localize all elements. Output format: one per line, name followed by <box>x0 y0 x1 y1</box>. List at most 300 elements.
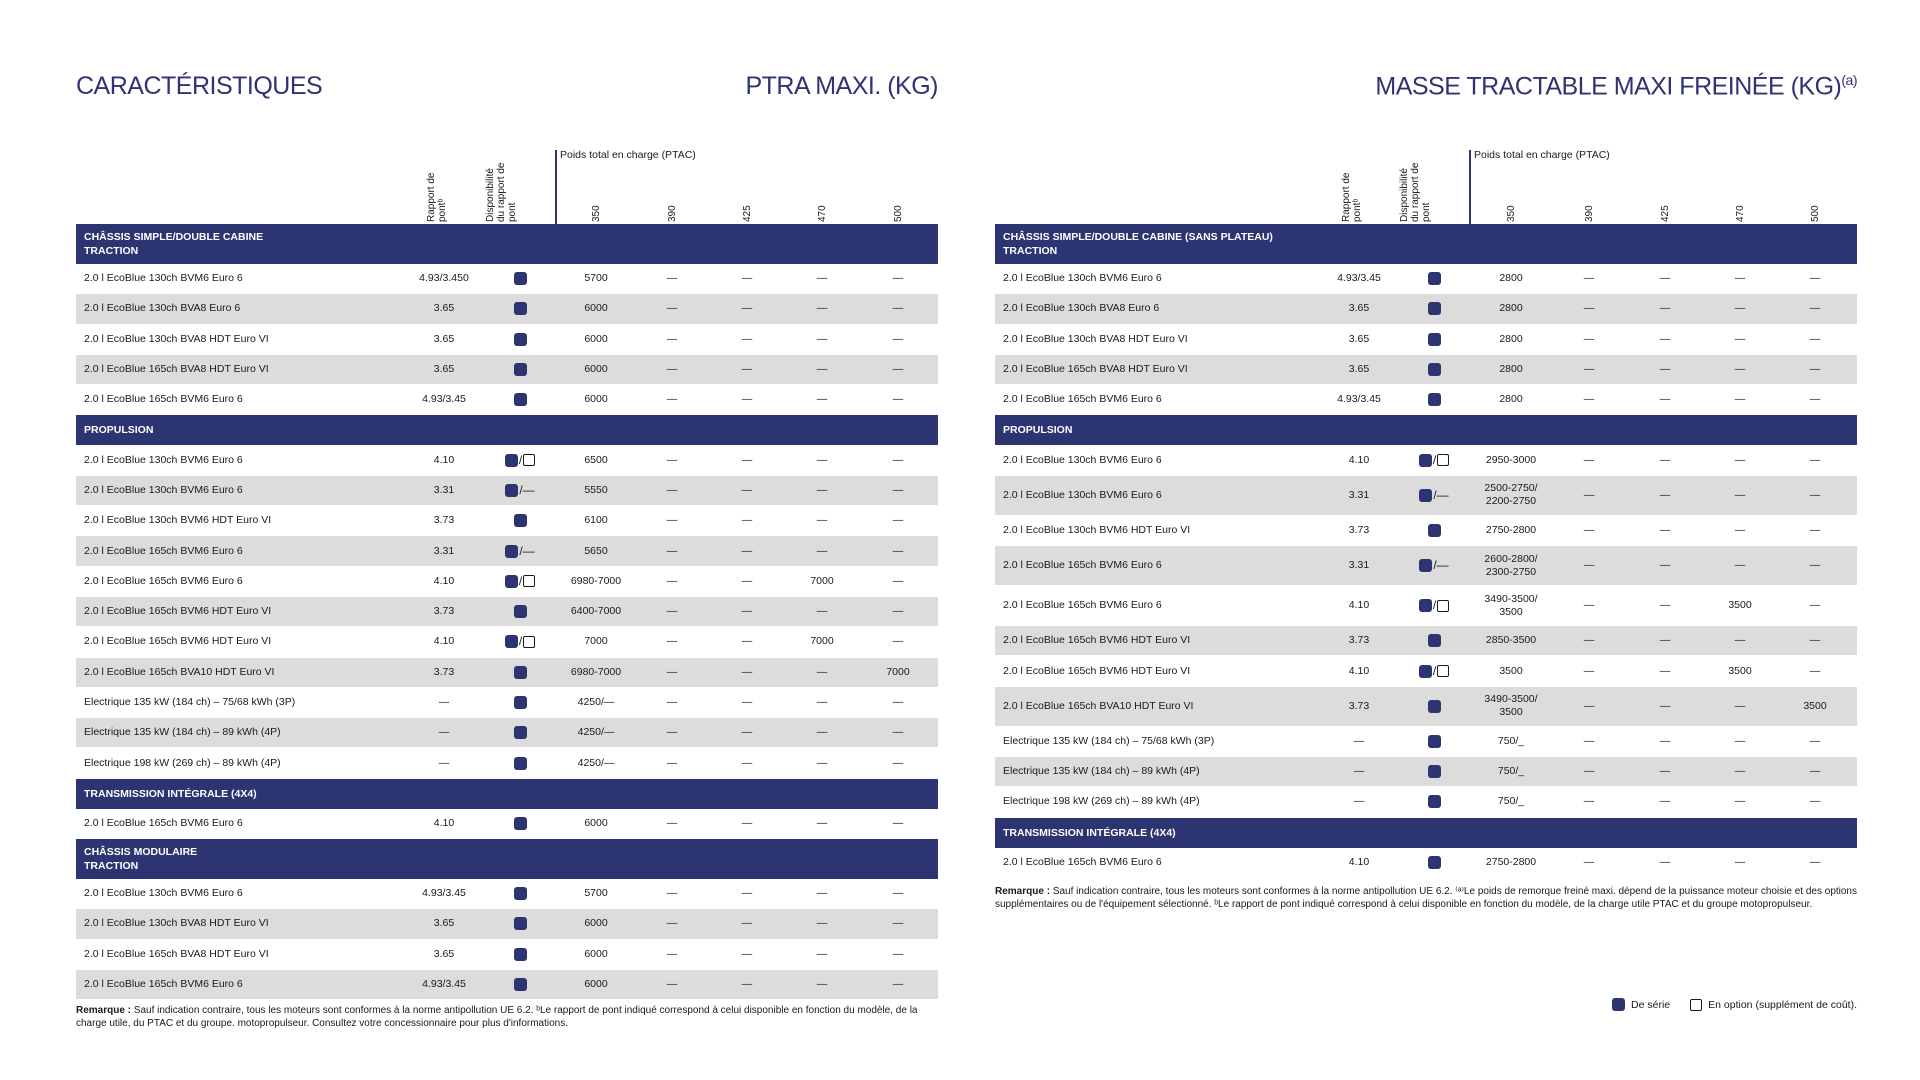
engine-name: 2.0 l EcoBlue 165ch BVA8 HDT Euro VI <box>84 363 269 376</box>
weight-value: 7000 <box>584 635 608 648</box>
weight-value: — <box>741 887 753 900</box>
ptra-table <box>76 224 938 1000</box>
weight-value: 2950-3000 <box>1485 453 1537 466</box>
rapport-value: 3.65 <box>1348 363 1370 376</box>
weight-value: — <box>816 393 828 406</box>
rapport-value: 3.65 <box>1348 332 1370 345</box>
weight-value: — <box>892 302 904 315</box>
weight-value: — <box>892 393 904 406</box>
rapport-value: 3.73 <box>1348 523 1370 536</box>
weight-value: 2800 <box>1499 332 1523 345</box>
table-row <box>76 355 938 385</box>
weight-value: — <box>1734 523 1746 536</box>
filled-square-icon <box>514 393 527 406</box>
table-row <box>76 748 938 778</box>
availability <box>490 909 550 938</box>
filled-square-icon <box>1428 302 1441 315</box>
availability-icons <box>505 454 535 467</box>
table-row <box>76 909 938 939</box>
availability-icons <box>514 514 527 527</box>
rapport-value: 4.10 <box>1348 599 1370 612</box>
engine-name: 2.0 l EcoBlue 130ch BVM6 Euro 6 <box>1003 272 1162 285</box>
rapport-value: 4.10 <box>1348 453 1370 466</box>
col-header-dispo-text: Disponibilité du rapport de pont <box>485 162 518 222</box>
col-header-weight-text: 470 <box>817 205 828 222</box>
engine-name: 2.0 l EcoBlue 130ch BVM6 Euro 6 <box>1003 453 1162 466</box>
engine-name: 2.0 l EcoBlue 130ch BVA8 Euro 6 <box>84 302 241 315</box>
weight-value: 4250/— <box>577 726 615 739</box>
availability <box>1404 757 1464 786</box>
engine-name: Electrique 135 kW (184 ch) – 75/68 kWh (3P) <box>84 696 296 708</box>
filled-square-icon <box>514 696 527 709</box>
filled-square-icon <box>514 948 527 961</box>
engine-name: 2.0 l EcoBlue 130ch BVM6 Euro 6 <box>84 272 243 285</box>
weight-value: — <box>892 947 904 960</box>
rapport-value: — <box>438 726 450 739</box>
filled-square-icon <box>505 635 518 648</box>
weight-value: 6000 <box>584 363 608 376</box>
engine-name: 2.0 l EcoBlue 165ch BVM6 Euro 6 <box>84 816 243 829</box>
weight-value: — <box>741 363 753 376</box>
weight-value: — <box>666 544 678 557</box>
weight-value: 4250/— <box>577 696 615 708</box>
availability-icons <box>505 635 535 648</box>
availability <box>490 940 550 969</box>
filled-square-icon <box>1419 599 1432 612</box>
engine-name: 2.0 l EcoBlue 130ch BVM6 Euro 6 <box>1003 488 1162 501</box>
availability <box>1404 264 1464 293</box>
table-row <box>995 546 1857 586</box>
filled-square-icon <box>1428 856 1441 869</box>
table-row <box>995 355 1857 385</box>
availability <box>1404 476 1464 515</box>
weight-value: — <box>741 302 753 315</box>
weight-value: — <box>1659 523 1671 536</box>
weight-value: — <box>1659 272 1671 285</box>
weight-value: — <box>1734 272 1746 285</box>
availability-icons <box>1428 302 1441 315</box>
availability-icons <box>1428 272 1441 285</box>
availability <box>490 597 550 626</box>
rapport-value: 4.93/3.45 <box>422 393 466 406</box>
ptac-label: Poids total en charge (PTAC) <box>560 149 696 161</box>
weight-value: — <box>741 978 753 991</box>
weight-value: — <box>892 332 904 345</box>
filled-square-icon <box>1428 795 1441 808</box>
weight-value: — <box>892 696 904 708</box>
availability <box>1404 516 1464 545</box>
availability-icons <box>1428 795 1441 808</box>
weight-value: — <box>741 544 753 557</box>
rapport-value: — <box>1353 765 1365 778</box>
availability <box>490 294 550 323</box>
weight-value: — <box>816 947 828 960</box>
weight-value: — <box>1809 302 1821 315</box>
col-header-rapport-text: Rapport de pontᵇ <box>1341 172 1363 222</box>
weight-value: — <box>741 453 753 466</box>
section-title: TRANSMISSION INTÉGRALE (4X4) <box>84 787 257 800</box>
engine-name: 2.0 l EcoBlue 165ch BVA10 HDT Euro VI <box>1003 699 1194 712</box>
weight-value: — <box>892 272 904 285</box>
availability <box>1404 586 1464 625</box>
remark-label: Remarque : <box>995 886 1051 897</box>
filled-square-icon <box>514 817 527 830</box>
table-row <box>995 476 1857 516</box>
weight-value: 7000 <box>886 665 910 678</box>
engine-name: 2.0 l EcoBlue 165ch BVA8 HDT Euro VI <box>84 947 269 960</box>
weight-value: — <box>741 574 753 587</box>
weight-value: — <box>666 332 678 345</box>
weight-value: — <box>892 574 904 587</box>
availability-icons <box>505 545 534 558</box>
weight-value: — <box>1734 302 1746 315</box>
weight-value: 2600-2800/ 2300-2750 <box>1484 552 1538 578</box>
availability <box>490 385 550 414</box>
col-header-weight-text: 350 <box>1506 205 1517 222</box>
slash-separator: /— <box>519 543 535 558</box>
table-row <box>995 445 1857 475</box>
weight-value: — <box>892 514 904 527</box>
filled-square-icon <box>514 887 527 900</box>
table-row <box>76 718 938 748</box>
weight-value: — <box>816 483 828 496</box>
weight-value: — <box>892 483 904 496</box>
remark <box>76 1004 938 1030</box>
availability <box>490 567 550 596</box>
weight-value: — <box>1809 488 1821 501</box>
weight-value: — <box>1734 559 1746 572</box>
weight-value: — <box>666 696 678 708</box>
weight-value: — <box>741 917 753 930</box>
weight-value: 3500 <box>1728 664 1752 677</box>
table-row <box>995 626 1857 656</box>
filled-square-icon <box>505 484 518 497</box>
table-row <box>995 294 1857 324</box>
availability-icons <box>1428 393 1441 406</box>
weight-value: — <box>1659 699 1671 712</box>
weight-value: — <box>816 514 828 527</box>
table-row <box>76 264 938 294</box>
slash-separator: / <box>518 573 523 588</box>
weight-value: — <box>741 665 753 678</box>
filled-square-icon <box>1419 454 1432 467</box>
rapport-value: 3.65 <box>433 302 455 315</box>
filled-square-icon <box>1419 489 1432 502</box>
section-header <box>995 818 1857 848</box>
weight-value: 6500 <box>584 453 608 466</box>
table-header <box>76 148 938 224</box>
weight-value: — <box>816 332 828 345</box>
weight-value: 2800 <box>1499 363 1523 376</box>
weight-value: — <box>1809 634 1821 647</box>
availability <box>490 476 550 505</box>
availability-icons <box>514 666 527 679</box>
weight-value: — <box>666 917 678 930</box>
towing-table <box>995 224 1857 878</box>
weight-value: — <box>1659 302 1671 315</box>
rapport-value: 4.93/3.450 <box>419 272 469 285</box>
weight-value: — <box>1809 559 1821 572</box>
weight-value: — <box>1583 453 1595 466</box>
weight-value: — <box>1583 523 1595 536</box>
weight-value: — <box>1583 765 1595 778</box>
availability-icons <box>514 948 527 961</box>
weight-value: — <box>1734 488 1746 501</box>
ptac-divider <box>1469 150 1471 224</box>
weight-value: — <box>666 887 678 900</box>
weight-value: — <box>1583 332 1595 345</box>
availability <box>1404 385 1464 414</box>
weight-value: — <box>892 887 904 900</box>
weight-value: — <box>1659 664 1671 677</box>
engine-name: 2.0 l EcoBlue 165ch BVM6 Euro 6 <box>84 544 243 557</box>
availability-icons <box>1428 524 1441 537</box>
weight-value: 2500-2750/ 2200-2750 <box>1484 482 1538 508</box>
weight-value: — <box>741 272 753 285</box>
weight-value: — <box>741 393 753 406</box>
section-header <box>76 415 938 445</box>
weight-value: — <box>816 453 828 466</box>
legend-option-label: En option (supplément de coût). <box>1708 998 1857 1011</box>
weight-value: — <box>1659 453 1671 466</box>
weight-value: — <box>892 978 904 991</box>
weight-value: — <box>1583 302 1595 315</box>
slash-separator: /— <box>519 482 535 497</box>
weight-value: — <box>892 544 904 557</box>
filled-square-icon <box>514 363 527 376</box>
table-row <box>76 597 938 627</box>
legend-option <box>1690 999 1857 1011</box>
weight-value: — <box>741 726 753 739</box>
weight-value: — <box>666 302 678 315</box>
table-row <box>76 476 938 506</box>
weight-value: — <box>741 483 753 496</box>
availability <box>490 970 550 999</box>
remark-text: Sauf indication contraire, tous les moteurs sont conformes à la norme antipollution UE 6.2. ⁽ᵃ⁾Le poids de remorque freiné maxi. dépend de la puissance moteur choisie et des options supplémentaires ou de l'équipement sélectionné. ᵇLe rapport de pont indiqué correspond à celui disponible en fonction du modèle, de la charge utile PTAC et du groupe motopropulseur. <box>995 886 1857 910</box>
rapport-value: 3.65 <box>433 917 455 930</box>
engine-name: 2.0 l EcoBlue 130ch BVM6 Euro 6 <box>84 887 243 900</box>
availability <box>1404 445 1464 474</box>
table-row <box>76 688 938 718</box>
rapport-value: 3.65 <box>433 332 455 345</box>
table-row <box>995 385 1857 415</box>
availability <box>1404 355 1464 384</box>
table-header <box>995 148 1857 224</box>
empty-square-icon <box>1437 665 1449 677</box>
availability <box>490 627 550 656</box>
slash-separator: /— <box>1433 487 1449 502</box>
weight-value: — <box>816 696 828 708</box>
table-row <box>995 757 1857 787</box>
availability <box>1404 787 1464 816</box>
rapport-value: 3.73 <box>1348 634 1370 647</box>
weight-value: — <box>1809 453 1821 466</box>
filled-square-icon <box>514 917 527 930</box>
weight-value: — <box>1583 734 1595 747</box>
availability-icons <box>514 605 527 618</box>
weight-value: — <box>741 756 753 769</box>
weight-value: 750/_ <box>1497 734 1525 747</box>
weight-value: — <box>1583 664 1595 677</box>
col-header-rapport-text: Rapport de pontᵇ <box>426 172 448 222</box>
rapport-value: 3.73 <box>433 514 455 527</box>
weight-value: — <box>816 665 828 678</box>
weight-value: 5700 <box>584 887 608 900</box>
ptra-title: PTRA MAXI. (KG) <box>745 72 938 100</box>
filled-square-icon <box>1428 333 1441 346</box>
availability <box>1404 294 1464 323</box>
weight-value: — <box>666 947 678 960</box>
availability <box>490 445 550 474</box>
rapport-value: 3.65 <box>433 363 455 376</box>
weight-value: — <box>741 816 753 829</box>
weight-value: — <box>816 816 828 829</box>
availability-icons <box>1419 559 1448 572</box>
weight-value: — <box>1809 363 1821 376</box>
engine-name: 2.0 l EcoBlue 165ch BVM6 HDT Euro VI <box>84 605 272 618</box>
availability-icons <box>1428 735 1441 748</box>
table-row <box>995 325 1857 355</box>
section-title: TRANSMISSION INTÉGRALE (4X4) <box>1003 826 1176 839</box>
table-row <box>76 809 938 839</box>
table-row <box>995 656 1857 686</box>
weight-value: — <box>741 605 753 618</box>
slash-separator: / <box>518 452 523 467</box>
weight-value: — <box>816 302 828 315</box>
rapport-value: 3.65 <box>1348 302 1370 315</box>
weight-value: — <box>1734 393 1746 406</box>
table-row <box>995 848 1857 878</box>
weight-value: — <box>666 816 678 829</box>
availability-icons <box>514 726 527 739</box>
section-header <box>76 224 938 264</box>
rapport-value: 4.10 <box>433 635 455 648</box>
col-header-weight-text: 350 <box>591 205 602 222</box>
weight-value: — <box>892 453 904 466</box>
filled-square-icon <box>514 333 527 346</box>
table-row <box>76 658 938 688</box>
weight-value: — <box>666 726 678 739</box>
section-title: CHÂSSIS SIMPLE/DOUBLE CABINE TRACTION <box>84 231 264 257</box>
weight-value: 4250/— <box>577 756 615 769</box>
legend-standard <box>1612 998 1670 1011</box>
rapport-value: 4.93/3.45 <box>422 978 466 991</box>
col-header-weight-text: 390 <box>1584 205 1595 222</box>
availability-icons <box>505 484 534 497</box>
weight-value: — <box>1809 795 1821 808</box>
weight-value: 7000 <box>810 574 834 587</box>
weight-value: 2850-3500 <box>1485 634 1537 647</box>
table-row <box>76 970 938 1000</box>
availability <box>1404 546 1464 585</box>
weight-value: — <box>666 978 678 991</box>
weight-value: 2800 <box>1499 393 1523 406</box>
rapport-value: 3.73 <box>433 605 455 618</box>
engine-name: Electrique 198 kW (269 ch) – 89 kWh (4P) <box>84 756 281 769</box>
page-title: CARACTÉRISTIQUES <box>76 72 323 100</box>
filled-square-icon <box>514 757 527 770</box>
section-header <box>995 224 1857 264</box>
weight-value: 3500 <box>1728 599 1752 612</box>
weight-value: — <box>1583 393 1595 406</box>
remark-text: Sauf indication contraire, tous les moteurs sont conformes à la norme antipollution UE 6.2. ᵇLe rapport de pont indiqué correspond à celui disponible en fonction du modèle, de la charge utile, du PTAC et du groupe. motopropulseur. Consultez votre concessionnaire pour plus d'informations. <box>76 1005 918 1029</box>
weight-value: — <box>1659 332 1671 345</box>
weight-value: — <box>666 363 678 376</box>
weight-value: — <box>666 756 678 769</box>
weight-value: — <box>741 947 753 960</box>
filled-square-icon <box>514 514 527 527</box>
availability-icons <box>514 917 527 930</box>
weight-value: — <box>1734 734 1746 747</box>
engine-name: 2.0 l EcoBlue 130ch BVM6 Euro 6 <box>84 483 243 496</box>
weight-value: — <box>892 726 904 739</box>
weight-value: — <box>892 756 904 769</box>
weight-value: — <box>1809 272 1821 285</box>
weight-value: 6000 <box>584 917 608 930</box>
weight-value: — <box>816 272 828 285</box>
towing-title-text: MASSE TRACTABLE MAXI FREINÉE (KG) <box>1375 72 1842 101</box>
availability <box>490 748 550 777</box>
col-header-dispo-text: Disponibilité du rapport de pont <box>1399 162 1432 222</box>
weight-value: 5700 <box>584 272 608 285</box>
availability <box>490 506 550 535</box>
section-title: PROPULSION <box>1003 424 1073 437</box>
weight-value: — <box>1583 488 1595 501</box>
weight-value: — <box>1734 855 1746 868</box>
weight-value: 2800 <box>1499 302 1523 315</box>
rapport-value: 3.31 <box>433 544 455 557</box>
col-header-weight-text: 425 <box>1660 205 1671 222</box>
availability-icons <box>505 575 535 588</box>
weight-value: — <box>1659 363 1671 376</box>
weight-value: — <box>1583 795 1595 808</box>
col-header-weight-text: 470 <box>1735 205 1746 222</box>
weight-value: — <box>666 635 678 648</box>
engine-name: Electrique 135 kW (184 ch) – 75/68 kWh (3P) <box>1003 734 1215 747</box>
weight-value: — <box>1659 734 1671 747</box>
weight-value: — <box>1659 599 1671 612</box>
engine-name: 2.0 l EcoBlue 130ch BVA8 HDT Euro VI <box>1003 332 1188 345</box>
rapport-value: 4.10 <box>433 453 455 466</box>
empty-square-icon <box>1690 999 1702 1011</box>
availability <box>1404 656 1464 685</box>
weight-value: — <box>666 453 678 466</box>
filled-square-icon <box>1428 363 1441 376</box>
weight-value: 2750-2800 <box>1485 523 1537 536</box>
filled-square-icon <box>514 605 527 618</box>
weight-value: — <box>892 917 904 930</box>
weight-value: — <box>666 605 678 618</box>
weight-value: — <box>1583 559 1595 572</box>
weight-value: — <box>1583 272 1595 285</box>
weight-value: — <box>1809 855 1821 868</box>
engine-name: 2.0 l EcoBlue 130ch BVA8 HDT Euro VI <box>84 917 269 930</box>
col-header-weight-text: 500 <box>1810 205 1821 222</box>
availability-icons <box>514 757 527 770</box>
rapport-value: 4.10 <box>1348 664 1370 677</box>
availability-icons <box>1419 489 1448 502</box>
availability <box>490 355 550 384</box>
weight-value: — <box>666 574 678 587</box>
weight-value: — <box>1659 765 1671 778</box>
weight-value: — <box>1659 559 1671 572</box>
table-row <box>995 787 1857 817</box>
availability-icons <box>514 978 527 991</box>
filled-square-icon <box>505 454 518 467</box>
rapport-value: 4.93/3.45 <box>1337 272 1381 285</box>
engine-name: Electrique 135 kW (184 ch) – 89 kWh (4P) <box>1003 765 1200 778</box>
engine-name: 2.0 l EcoBlue 130ch BVM6 Euro 6 <box>84 453 243 466</box>
